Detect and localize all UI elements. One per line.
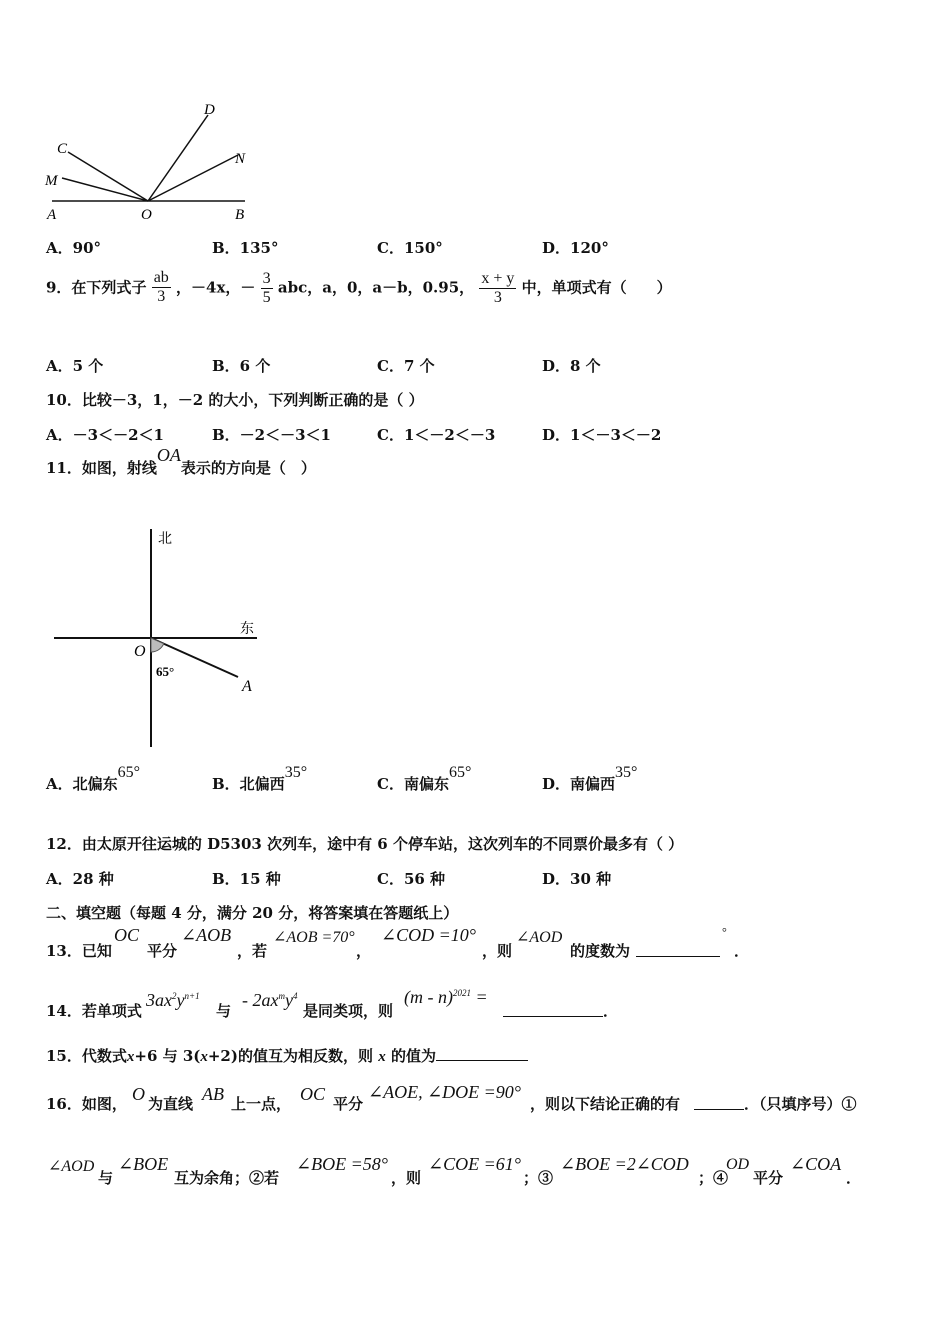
ray-oc: [68, 152, 148, 201]
label-a: A: [47, 207, 57, 223]
q14-answer-blank[interactable]: [503, 1002, 603, 1017]
question-11: [46, 445, 316, 478]
question-15: 15．代数式x+6 与 3(x+2)的值互为相反数，则 x 的值为: [46, 1045, 528, 1066]
q11-ray: OA: [156, 445, 181, 465]
q8-option-d: D．120°: [542, 239, 609, 257]
q11-suffix: 表示的方向是（ ）: [180, 459, 316, 477]
q11-option-a: A．北偏东65°: [46, 764, 141, 793]
q13-aod: ∠AOD: [516, 929, 563, 946]
question-9: [46, 270, 672, 307]
q9-mid-1: ，－4x，－: [176, 278, 256, 297]
q10-option-d: D．1＜－3＜－2: [542, 426, 662, 444]
label-east: 东: [240, 622, 254, 637]
label-north: 北: [158, 532, 172, 547]
q9-prefix: 9．在下列式子: [46, 278, 147, 297]
q8-option-b: B．135°: [212, 239, 279, 257]
label-m: M: [45, 173, 58, 189]
label-a: A: [242, 678, 252, 695]
q9-fraction-1: $\frac{ab}{3}$: [153, 269, 169, 305]
q10-option-a: A．－3＜－2＜1: [46, 426, 164, 444]
label-n: N: [235, 151, 246, 167]
angle-figure-q8: [40, 95, 270, 230]
q12-option-a: A．28 种: [46, 870, 114, 888]
q11-option-d: D．南偏西35°: [542, 764, 638, 793]
q12-option-b: B．15 种: [212, 870, 281, 888]
q9-option-a: A．5 个: [46, 357, 104, 375]
q11-option-b: B．北偏西35°: [212, 764, 308, 793]
label-angle: 65°: [156, 664, 175, 679]
label-o: O: [134, 643, 146, 660]
q9-fraction-3: $\frac{x + y}{3}$: [481, 270, 515, 306]
q13-condition-1: ∠AOB =70°: [273, 929, 355, 946]
q11-option-c: C．南偏东65°: [377, 764, 472, 793]
question-10: 10．比较－3，1，－2 的大小，下列判断正确的是（ ）: [46, 391, 424, 409]
label-d: D: [204, 102, 215, 118]
q9-option-c: C．7 个: [377, 357, 435, 375]
q15-answer-blank[interactable]: [436, 1046, 528, 1061]
q16-o: O: [132, 1084, 145, 1104]
q14-monomial-2: - $2ax^my^4$: [242, 990, 298, 1010]
question-12: 12．由太原开往运城的 D5303 次列车，途中有 6 个停车站，这次列车的不同票价最多有（ ）: [46, 835, 684, 853]
q16-condition: ∠AOE, ∠DOE =90°: [368, 1082, 521, 1102]
q9-mid-2: abc，a，0，a－b，0.95: [277, 278, 460, 297]
q9-fraction-2: $\frac{3}{5}$: [262, 270, 271, 306]
q8-option-c: C．150°: [377, 239, 443, 257]
q16-ab: AB: [202, 1084, 224, 1104]
label-c: C: [57, 141, 68, 157]
q10-option-b: B．－2＜－3＜1: [212, 426, 331, 444]
label-o: O: [141, 207, 152, 223]
section-2-title: 二、填空题（每题 4 分，满分 20 分，将答案填在答题纸上）: [46, 904, 459, 922]
q16-answer-blank[interactable]: [694, 1095, 744, 1110]
q8-option-a: A．90°: [46, 239, 102, 257]
q9-option-b: B．6 个: [212, 357, 271, 375]
q13-condition-2: ∠COD =10°: [381, 925, 476, 945]
q14-expression: (m - n)$^{2021}$ =: [404, 987, 488, 1007]
q9-suffix: 中，单项式有（ ）: [521, 278, 672, 297]
q9-option-d: D．8 个: [542, 357, 601, 375]
q12-option-d: D．30 种: [542, 870, 612, 888]
q13-oc: OC: [114, 925, 140, 945]
ray-od: [148, 115, 208, 201]
q16-oc: OC: [300, 1084, 326, 1104]
q11-prefix: 11．如图，射线: [46, 459, 157, 477]
direction-figure-q11: [50, 525, 270, 755]
q10-option-c: C．1＜－2＜－3: [377, 426, 496, 444]
label-b: B: [235, 207, 245, 223]
q13-aob: ∠AOB: [181, 925, 232, 945]
q13-answer-blank[interactable]: [636, 942, 720, 957]
ray-on: [148, 155, 238, 201]
q14-monomial-1: $3ax^2y^{n+1}$: [146, 990, 200, 1010]
q9-comma: ，: [459, 278, 475, 297]
ray-om: [62, 178, 148, 201]
q12-option-c: C．56 种: [377, 870, 446, 888]
